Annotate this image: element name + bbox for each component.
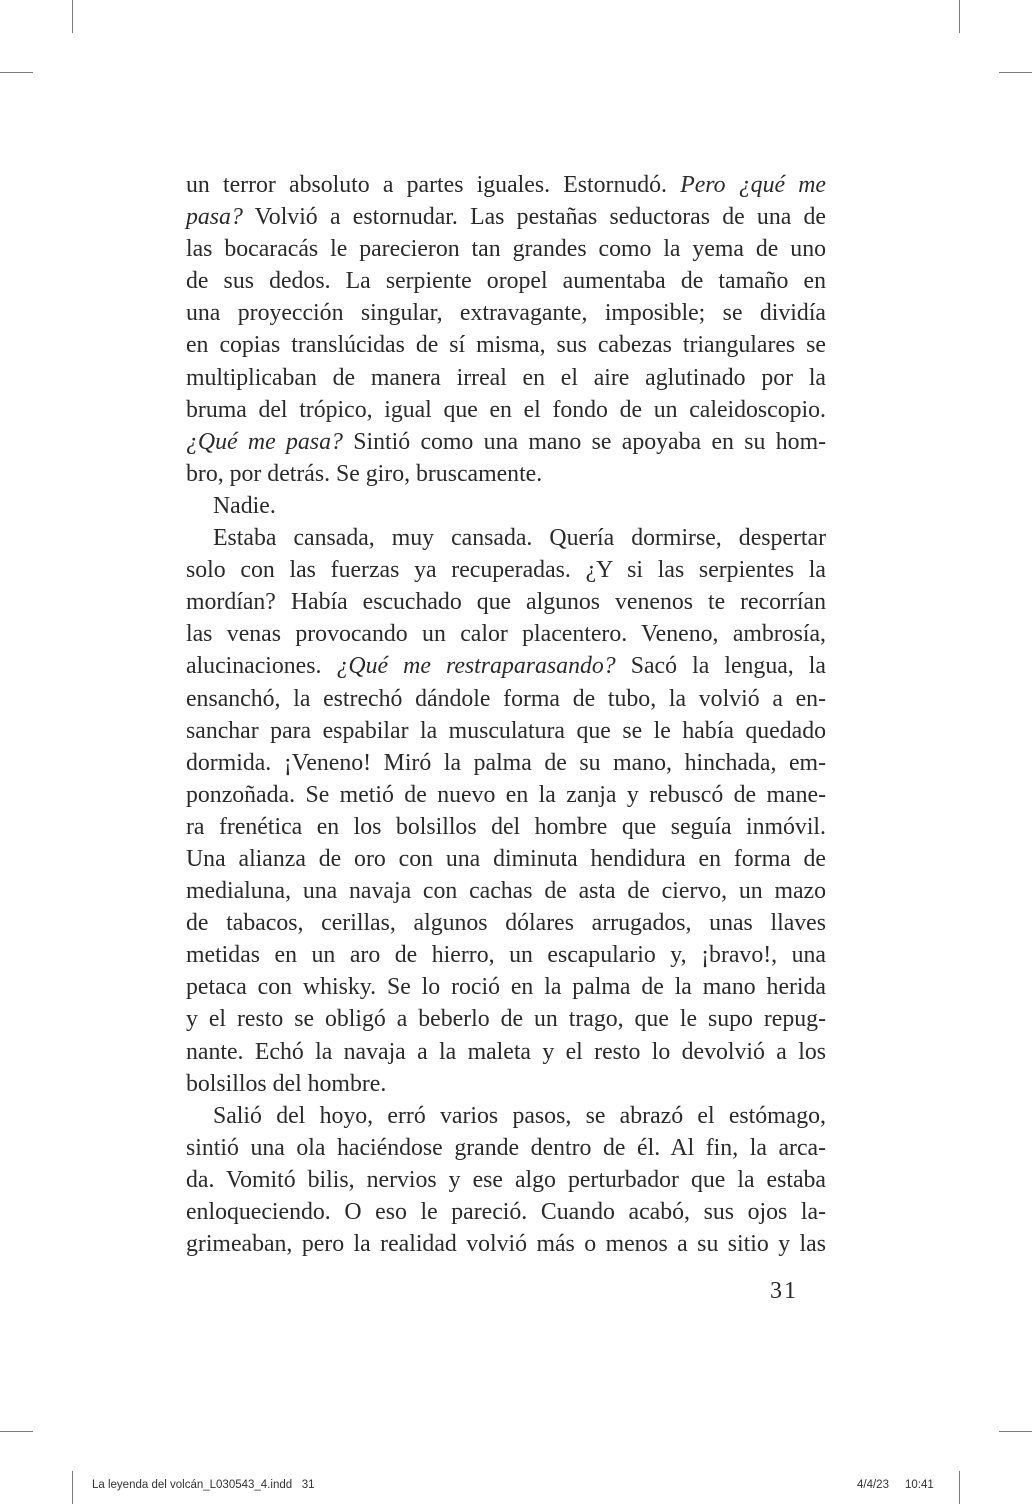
- text-line: dormida. ¡Veneno! Miró la palma de su mano, hinchada, em-: [186, 749, 826, 776]
- text-line: Estaba cansada, muy cansada. Quería dormirse, despertar: [213, 525, 826, 552]
- page-number: 31: [770, 1278, 798, 1304]
- crop-mark-right-bottom: [999, 1431, 1032, 1432]
- text-line: mordían? Había escuchado que algunos venenos te recorrían: [186, 589, 826, 616]
- text-line: en copias translúcidas de sí misma, sus cabezas triangulares se: [186, 332, 826, 359]
- crop-mark-bottom-left: [72, 1471, 73, 1504]
- body-text: [186, 169, 826, 1260]
- crop-mark-left-bottom: [0, 1431, 33, 1432]
- text-line: pasa? Volvió a estornudar. Las pestañas seductoras de una de: [186, 204, 826, 231]
- slug-time: 10:41: [904, 1479, 934, 1491]
- text-line: Una alianza de oro con una diminuta hendidura en forma de: [186, 845, 826, 872]
- slug-date: 4/4/23: [857, 1479, 889, 1491]
- text-line: bruma del trópico, igual que en el fondo de un caleidoscopio.: [186, 396, 826, 423]
- crop-mark-top-left: [72, 0, 73, 33]
- slug-filename: La leyenda del volcán_L030543_4.indd 31: [92, 1479, 315, 1491]
- text-line: sintió una ola haciéndose grande dentro de él. Al fin, la arca-: [186, 1134, 826, 1161]
- text-line: y el resto se obligó a beberlo de un trago, que le supo repug-: [186, 1006, 826, 1033]
- crop-mark-left-top: [0, 72, 33, 73]
- text-line: solo con las fuerzas ya recuperadas. ¿Y si las serpientes la: [186, 557, 826, 584]
- text-line: de tabacos, cerillas, algunos dólares arrugados, unas llaves: [186, 910, 826, 937]
- text-line: ensanchó, la estrechó dándole forma de tubo, la volvió a en-: [186, 685, 826, 712]
- text-line: las bocaracás le parecieron tan grandes como la yema de uno: [186, 236, 826, 263]
- text-line: multiplicaban de manera irreal en el aire aglutinado por la: [186, 364, 826, 391]
- text-line: sanchar para espabilar la musculatura que se le había quedado: [186, 717, 826, 744]
- text-line: una proyección singular, extravagante, imposible; se dividía: [186, 300, 826, 327]
- text-line: da. Vomitó bilis, nervios y ese algo perturbador que la estaba: [186, 1166, 826, 1193]
- text-line: petaca con whisky. Se lo roció en la palma de la mano herida: [186, 974, 826, 1001]
- text-line: Nadie.: [213, 492, 276, 519]
- text-line: metidas en un aro de hierro, un escapulario y, ¡bravo!, una: [186, 942, 826, 969]
- text-line: bro, por detrás. Se giro, bruscamente.: [186, 460, 543, 487]
- text-line: bolsillos del hombre.: [186, 1070, 387, 1097]
- text-line: de sus dedos. La serpiente oropel aumentaba de tamaño en: [186, 268, 826, 295]
- text-line: ra frenética en los bolsillos del hombre que seguía inmóvil.: [186, 813, 826, 840]
- slug-datetime: [857, 1479, 934, 1491]
- crop-mark-bottom-right: [959, 1471, 960, 1504]
- text-line: enloqueciendo. O eso le pareció. Cuando acabó, sus ojos la-: [186, 1199, 826, 1225]
- text-line: alucinaciones. ¿Qué me restraparasando? Sacó la lengua, la: [186, 653, 826, 680]
- text-line: Salió del hoyo, erró varios pasos, se abrazó el estómago,: [213, 1102, 826, 1129]
- text-line: medialuna, una navaja con cachas de asta de ciervo, un mazo: [186, 878, 826, 905]
- text-line: un terror absoluto a partes iguales. Estornudó. Pero ¿qué me: [186, 172, 826, 198]
- text-line: nante. Echó la navaja a la maleta y el resto lo devolvió a los: [186, 1038, 826, 1065]
- text-line: grimeaban, pero la realidad volvió más o menos a su sitio y las: [186, 1231, 826, 1258]
- text-line: las venas provocando un calor placentero. Veneno, ambrosía,: [186, 621, 826, 648]
- text-line: ponzoñada. Se metió de nuevo en la zanja y rebuscó de mane-: [186, 781, 826, 808]
- crop-mark-top-right: [959, 0, 960, 33]
- text-line: ¿Qué me pasa? Sintió como una mano se apoyaba en su hom-: [186, 428, 827, 455]
- crop-mark-right-top: [999, 72, 1032, 73]
